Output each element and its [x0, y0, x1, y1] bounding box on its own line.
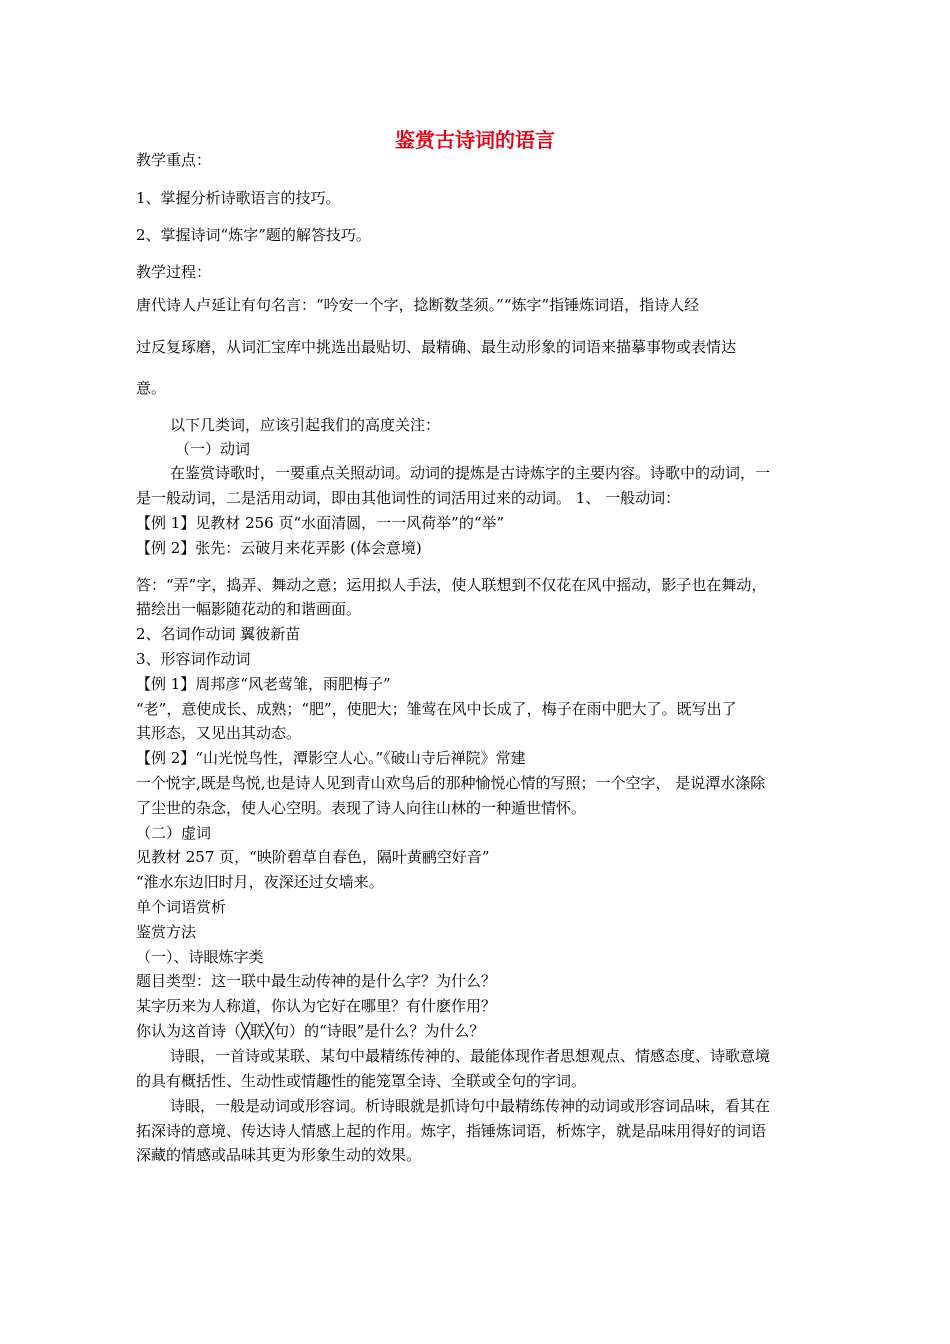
text-line: 【例 2】“山光悦鸟性，潭影空人心。”《破山寺后禅院》常建	[136, 749, 526, 767]
text-line: 深藏的情感或品味其更为形象生动的效果。	[136, 1146, 422, 1164]
text-line: 教学过程：	[136, 263, 212, 281]
text-line: 1、掌握分析诗歌语言的技巧。	[136, 189, 341, 207]
text-line: 你认为这首诗（╳联╳句）的“诗眼”是什么？为什么？	[136, 1022, 485, 1040]
text-line: （一）、诗眼炼字类	[136, 948, 264, 966]
text-line: “淮水东边旧时月，夜深还过女墙来。	[136, 873, 384, 891]
text-line: 拓深诗的意境、传达诗人情感上起的作用。炼字，指锤炼词语，析炼字，就是品味用得好的词语	[136, 1122, 767, 1140]
text-line: 3、形容词作动词	[136, 650, 251, 668]
text-line: 诗眼，一首诗或某联、某句中最精练传神的、最能体现作者思想观点、情感态度、诗歌意境	[170, 1047, 771, 1065]
text-line: 教学重点：	[136, 151, 212, 169]
text-line: 了尘世的杂念，使人心空明。表现了诗人向往山林的一种遁世情怀。	[136, 799, 587, 817]
text-line: 一个悦字,既是鸟悦,也是诗人见到青山欢鸟后的那种愉悦心情的写照；一个空字， 是说潭水涤除	[136, 774, 766, 792]
text-line: 单个词语赏析	[136, 898, 227, 916]
text-line: 某字历来为人称道，你认为它好在哪里？有什麽作用？	[136, 997, 497, 1015]
text-line: 是一般动词，二是活用动词，即由其他词性的词活用过来的动词。 1、 一般动词：	[136, 489, 681, 507]
text-line: 过反复琢磨，从词汇宝库中挑选出最贴切、最精确、最生动形象的词语来描摹事物或表情达	[136, 338, 737, 356]
text-line: 见教材 257 页，“映阶碧草自春色，隔叶黄鹂空好音”	[136, 848, 490, 866]
text-line: 唐代诗人卢延让有句名言：“吟安一个字，捻断数茎须。”“炼字”指锤炼词语，指诗人经	[136, 296, 700, 314]
text-line: 2、名词作动词 翼彼新苗	[136, 625, 301, 643]
text-line: 在鉴赏诗歌时，一要重点关照动词。动词的提炼是古诗炼字的主要内容。诗歌中的动词，一	[170, 464, 771, 482]
text-line: 【例 1】周邦彦“风老莺雏，雨肥梅子”	[136, 675, 391, 693]
text-line: 【例 2】张先：云破月来花弄影 (体会意境)	[136, 539, 422, 557]
text-line: （二）虚词	[136, 824, 212, 842]
text-line: （一）动词	[175, 440, 251, 458]
text-line: 其形态，又见出其动态。	[136, 724, 302, 742]
text-line: 诗眼，一般是动词或形容词。析诗眼就是抓诗句中最精练传神的动词或形容词品味，看其在	[170, 1097, 771, 1115]
text-line: 2、掌握诗词“炼字”题的解答技巧。	[136, 226, 371, 244]
text-line: 的具有概括性、生动性或情趣性的能笼罩全诗、全联或全句的字词。	[136, 1072, 587, 1090]
text-line: 答：“弄”字，捣弄、舞动之意；运用拟人手法，使人联想到不仅花在风中摇动，影子也在舞动，	[136, 576, 767, 594]
document-title: 鉴赏古诗词的语言	[395, 128, 555, 152]
text-line: “老”，意使成长、成熟；“肥”，使肥大；雏莺在风中长成了，梅子在雨中肥大了。既写出了	[136, 700, 737, 718]
text-line: 题目类型：这一联中最生动传神的是什么字？为什么？	[136, 972, 497, 990]
text-line: 描绘出一幅影随花动的和谐画面。	[136, 600, 362, 618]
text-line: 鉴赏方法	[136, 923, 197, 941]
text-line: 【例 1】见教材 256 页“水面清圆，一一风荷举”的“举”	[136, 514, 505, 532]
text-line: 意。	[136, 379, 167, 397]
text-line: 以下几类词，应该引起我们的高度关注：	[170, 416, 441, 434]
